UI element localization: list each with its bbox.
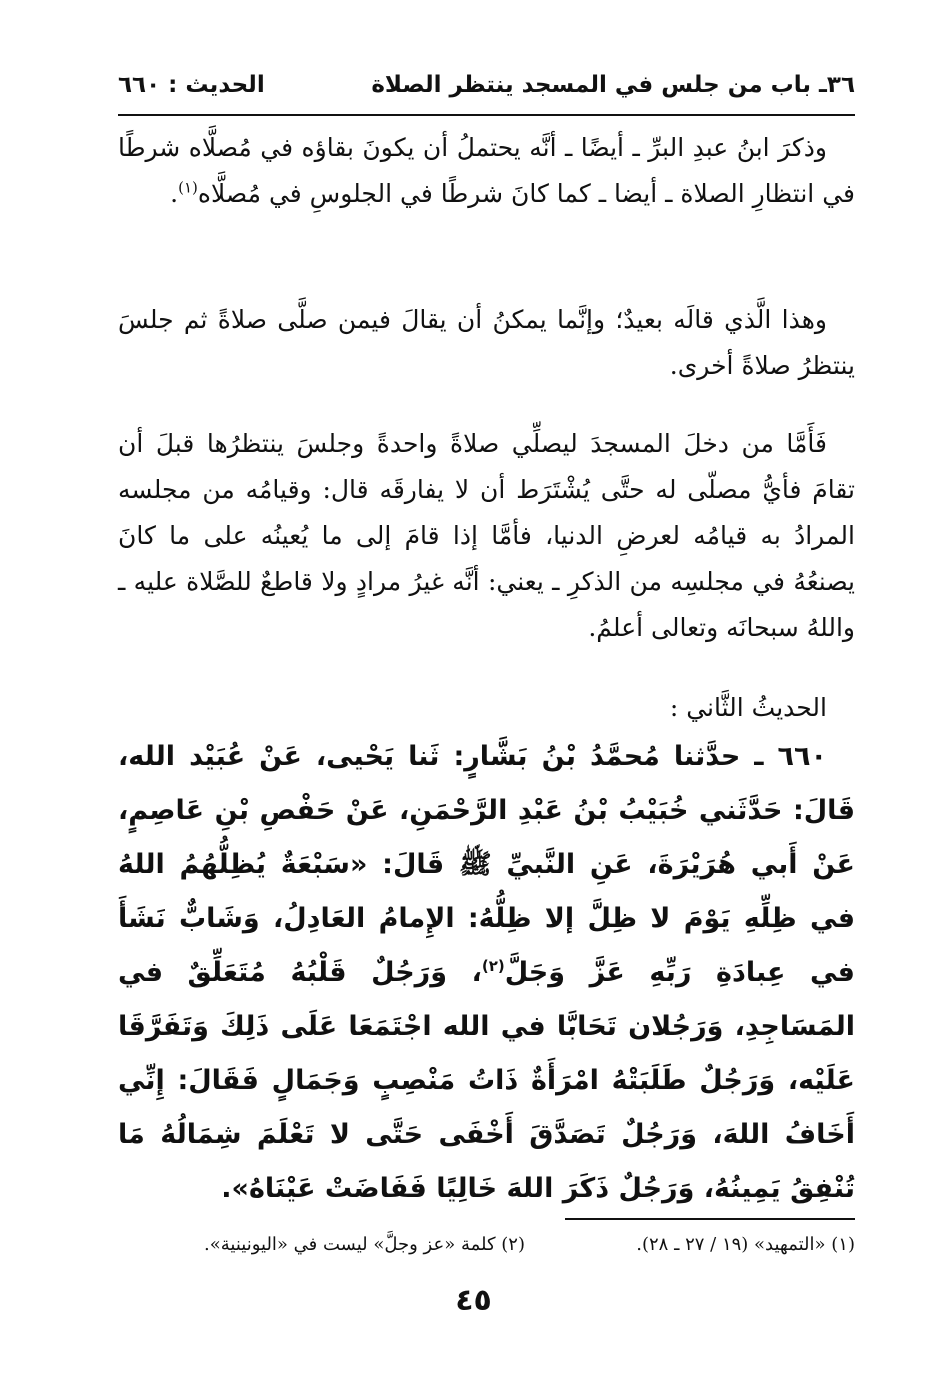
hadith-number: الحديث : ٦٦٠ (118, 72, 265, 98)
paragraph-3 (118, 421, 855, 651)
paragraph-1-text: وذكرَ ابنُ عبدِ البرِّ ـ أيضًا ـ أنَّه يحتملُ أن يكونَ بقاؤه في مُصلَّاه شرطًا في انتظارِ الصلاة ـ أيضا ـ كما كانَ شرطًا في الجلوسِ في مُصلَّاه (118, 133, 855, 208)
hadith-text-part-1: ٦٦٠ ـ حدَّثنا مُحمَّدُ بْنُ بَشَّارٍ: ثَنا يَحْيى، عَنْ عُبَيْد الله، قَالَ: حَدَّثَني خُبَيْبُ بْنُ عَبْدِ الرَّحْمَنِ، عَنْ حَفْصِ بْنِ عَاصِمٍ، عَنْ أَبي هُرَيْرَةَ، عَنِ النَّبيِّ ﷺ قَالَ: «سَبْعَةٌ يُظِلُّهُمُ اللهُ في ظِلِّهِ يَوْمَ لا ظِلَّ إلا ظِلُّهُ: الإِمامُ العَادِلُ، وَشَابٌّ نَشَأَ في عِبادَةِ رَبِّهِ عَزَّ وَجَلَّ (118, 741, 855, 988)
hadith-text-part-2: ، وَرَجُلٌ قَلْبُهُ مُتَعَلِّقٌ في المَسَاجِدِ، وَرَجُلان تَحَابَّا في الله اجْتَمَعَا عَلَى ذَلِكَ وَتَفَرَّقَا عَلَيْه، وَرَجُلٌ طَلَبَتْهُ امْرَأَةٌ ذَاتُ مَنْصِبٍ وَجَمَالٍ فَقَالَ: إِنِّي أَخَافُ اللهَ، وَرَجُلٌ تَصَدَّقَ أَخْفَى حَتَّى لا تَعْلَمَ شِمَالُهُ مَا تُنْفِقُ يَمِينُهُ، وَرَجُلٌ ذَكَرَ اللهَ خَالِيًا فَفَاضَتْ عَيْنَاهُ». (118, 957, 855, 1204)
page-number: ٤٥ (455, 1283, 492, 1318)
footnote-2: (٢) كلمة «عز وجلَّ» ليست في «اليونينية». (204, 1234, 525, 1255)
section-heading (670, 685, 855, 731)
paragraph-1 (118, 125, 855, 217)
section-heading-text: الحديثُ الثَّاني : (669, 693, 827, 722)
footnote-ref-1: (١) (178, 178, 198, 197)
paragraph-1-end: . (170, 179, 179, 208)
paragraph-2-text: وهذا الَّذي قالَه بعيدٌ؛ وإنَّما يمكنُ أن يقالَ فيمن صلَّى صلاةً ثم جلسَ ينتظرُ صلاةً أخرى. (118, 305, 855, 380)
paragraph-2 (118, 297, 855, 389)
paragraph-3-text: فَأَمَّا من دخلَ المسجدَ ليصلِّي صلاةً واحدةً وجلسَ ينتظرُها قبلَ أن تقامَ فأيُّ مصلّى له حتَّى يُشْتَرَط أن لا يفارقَه قال: وقيامُه من مجلسه المرادُ به قيامُه لعرضِ الدنيا، فأمَّا إذا قامَ إلى ما يُعينُه على ما كانَ يصنعُهُ في مجلسِه من الذكرِ ـ يعني: أنَّه غيرُ مرادٍ ولا قاطعٌ للصَّلاة عليه ـ واللهُ سبحانَه وتعالى أعلمُ. (118, 429, 855, 642)
running-header (118, 70, 855, 116)
hadith-text (118, 730, 855, 1216)
footnote-separator (565, 1218, 855, 1220)
footnote-ref-2: (٢) (481, 957, 505, 975)
footnote-1: (١) «التمهيد» (١٩ / ٢٧ ـ ٢٨). (636, 1234, 855, 1255)
chapter-title: ٣٦ـ باب من جلس في المسجد ينتظر الصلاة (371, 72, 855, 98)
